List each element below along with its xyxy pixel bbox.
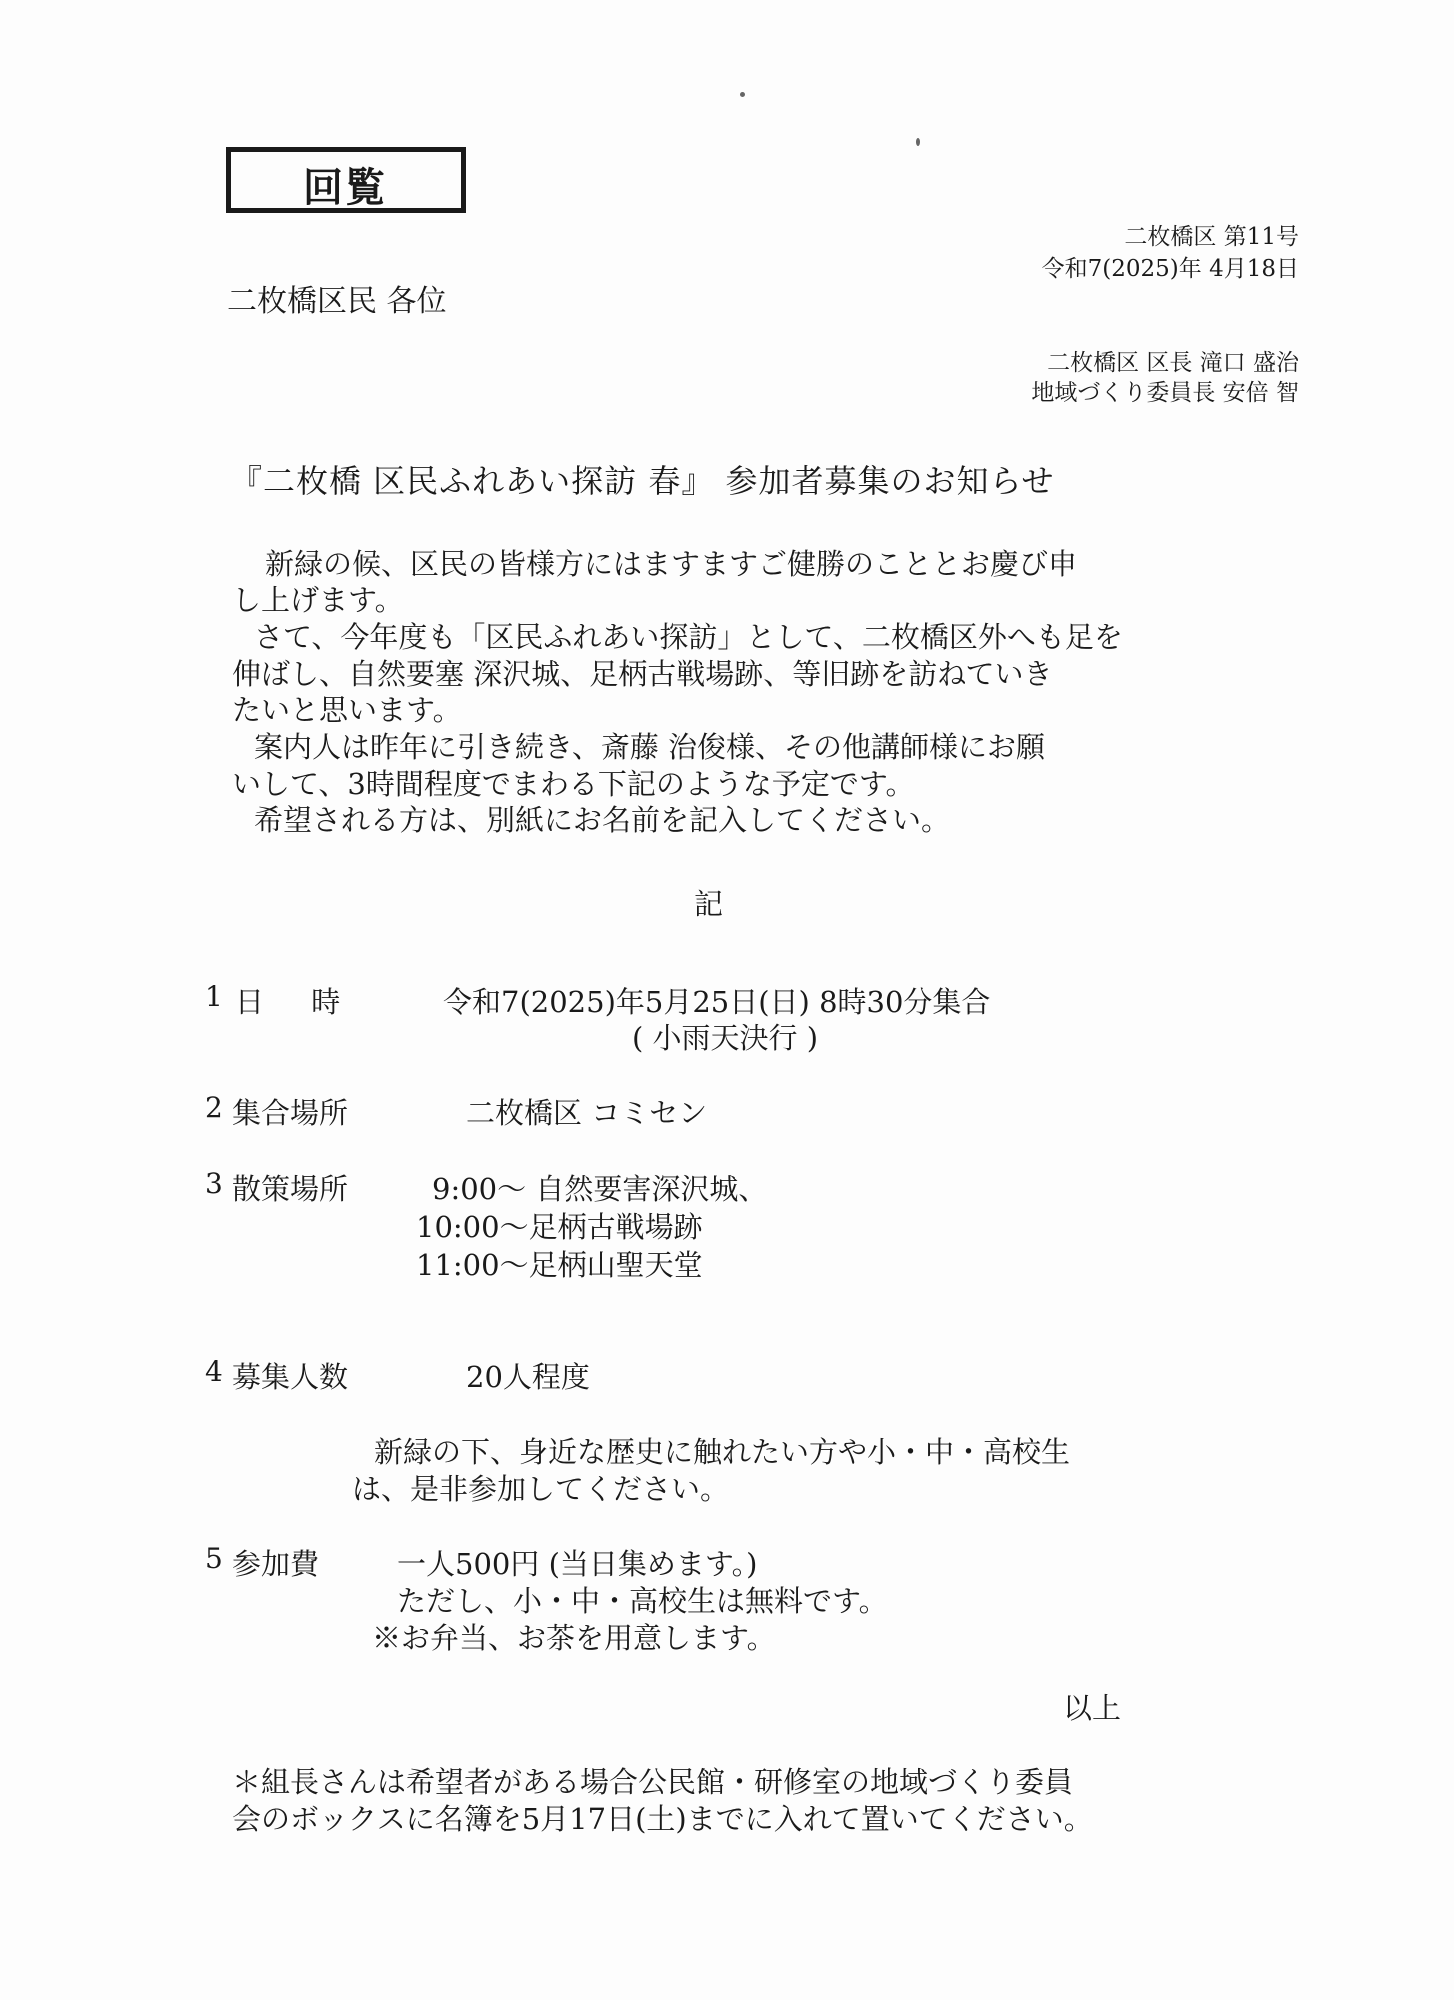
circular-stamp-box xyxy=(226,147,466,213)
scan-speck xyxy=(916,138,920,146)
scan-speck xyxy=(740,92,745,97)
item-label-walking-places: 散策場所 xyxy=(232,1172,349,1206)
item-value: 10:00〜足柄古戦場跡 xyxy=(416,1210,703,1244)
item-number: 5 xyxy=(205,1542,223,1575)
footer-note-line: ＊組長さんは希望者がある場合公民館・研修室の地域づくり委員 xyxy=(232,1765,1074,1799)
body-line: 希望される方は、別紙にお名前を記入してください。 xyxy=(254,803,951,837)
item-value: 令和7(2025)年5月25日(日) 8時30分集合 xyxy=(443,985,991,1019)
item-label-capacity: 募集人数 xyxy=(232,1360,349,1394)
item-value: 11:00〜足柄山聖天堂 xyxy=(416,1248,703,1282)
item-number: 3 xyxy=(205,1167,223,1200)
sender-district-head: 二枚橋区 区長 滝口 盛治 xyxy=(1047,350,1299,376)
item-value: 二枚橋区 コミセン xyxy=(466,1096,708,1130)
item-label-meeting-place: 集合場所 xyxy=(232,1096,349,1130)
footer-note-line: 会のボックスに名簿を5月17日(土)までに入れて置いてください。 xyxy=(232,1802,1093,1836)
item-value: ( 小雨天決行 ) xyxy=(632,1021,819,1055)
item-number: 1 xyxy=(205,980,223,1013)
item-value: 20人程度 xyxy=(466,1360,590,1394)
notice-title: 『二枚橋 区民ふれあい探訪 春』 参加者募集のお知らせ xyxy=(230,462,1055,500)
addressee: 二枚橋区民 各位 xyxy=(227,284,447,319)
document-number: 二枚橋区 第11号 xyxy=(1124,224,1299,250)
item-number: 2 xyxy=(205,1091,223,1124)
document-date: 令和7(2025)年 4月18日 xyxy=(1041,256,1299,282)
closing-ijou: 以上 xyxy=(1063,1691,1122,1725)
body-line: いして、3時間程度でまわる下記のような予定です。 xyxy=(232,767,915,801)
body-line: 伸ばし、自然要塞 深沢城、足柄古戦場跡、等旧跡を訪ねていき xyxy=(232,657,1053,691)
item-value: 9:00〜 自然要害深沢城、 xyxy=(432,1172,768,1206)
sender-committee-chair: 地域づくり委員長 安倍 智 xyxy=(1031,380,1299,406)
body-line: さて、今年度も「区民ふれあい探訪」として、二枚橋区外へも足を xyxy=(254,620,1123,654)
body-line: 案内人は昨年に引き続き、斎藤 治俊様、その他講師様にお願 xyxy=(254,730,1046,764)
item-value: は、是非参加してください。 xyxy=(352,1472,730,1506)
item-value: ただし、小・中・高校生は無料です。 xyxy=(397,1584,888,1618)
item-value: 一人500円 (当日集めます。) xyxy=(397,1547,758,1581)
item-label-datetime: 日 時 xyxy=(235,985,341,1019)
item-label-fee: 参加費 xyxy=(232,1547,320,1581)
body-line: 新緑の候、区民の皆様方にはますますご健勝のこととお慶び申 xyxy=(265,547,1078,581)
item-value: ※お弁当、お茶を用意します。 xyxy=(372,1621,776,1655)
item-number: 4 xyxy=(205,1355,223,1388)
ki-heading: 記 xyxy=(694,887,724,921)
item-value: 新緑の下、身近な歴史に触れたい方や小・中・高校生 xyxy=(374,1435,1071,1469)
body-line: たいと思います。 xyxy=(232,693,462,727)
circular-label: 回覧 xyxy=(303,165,387,211)
body-line: し上げます。 xyxy=(232,583,404,617)
